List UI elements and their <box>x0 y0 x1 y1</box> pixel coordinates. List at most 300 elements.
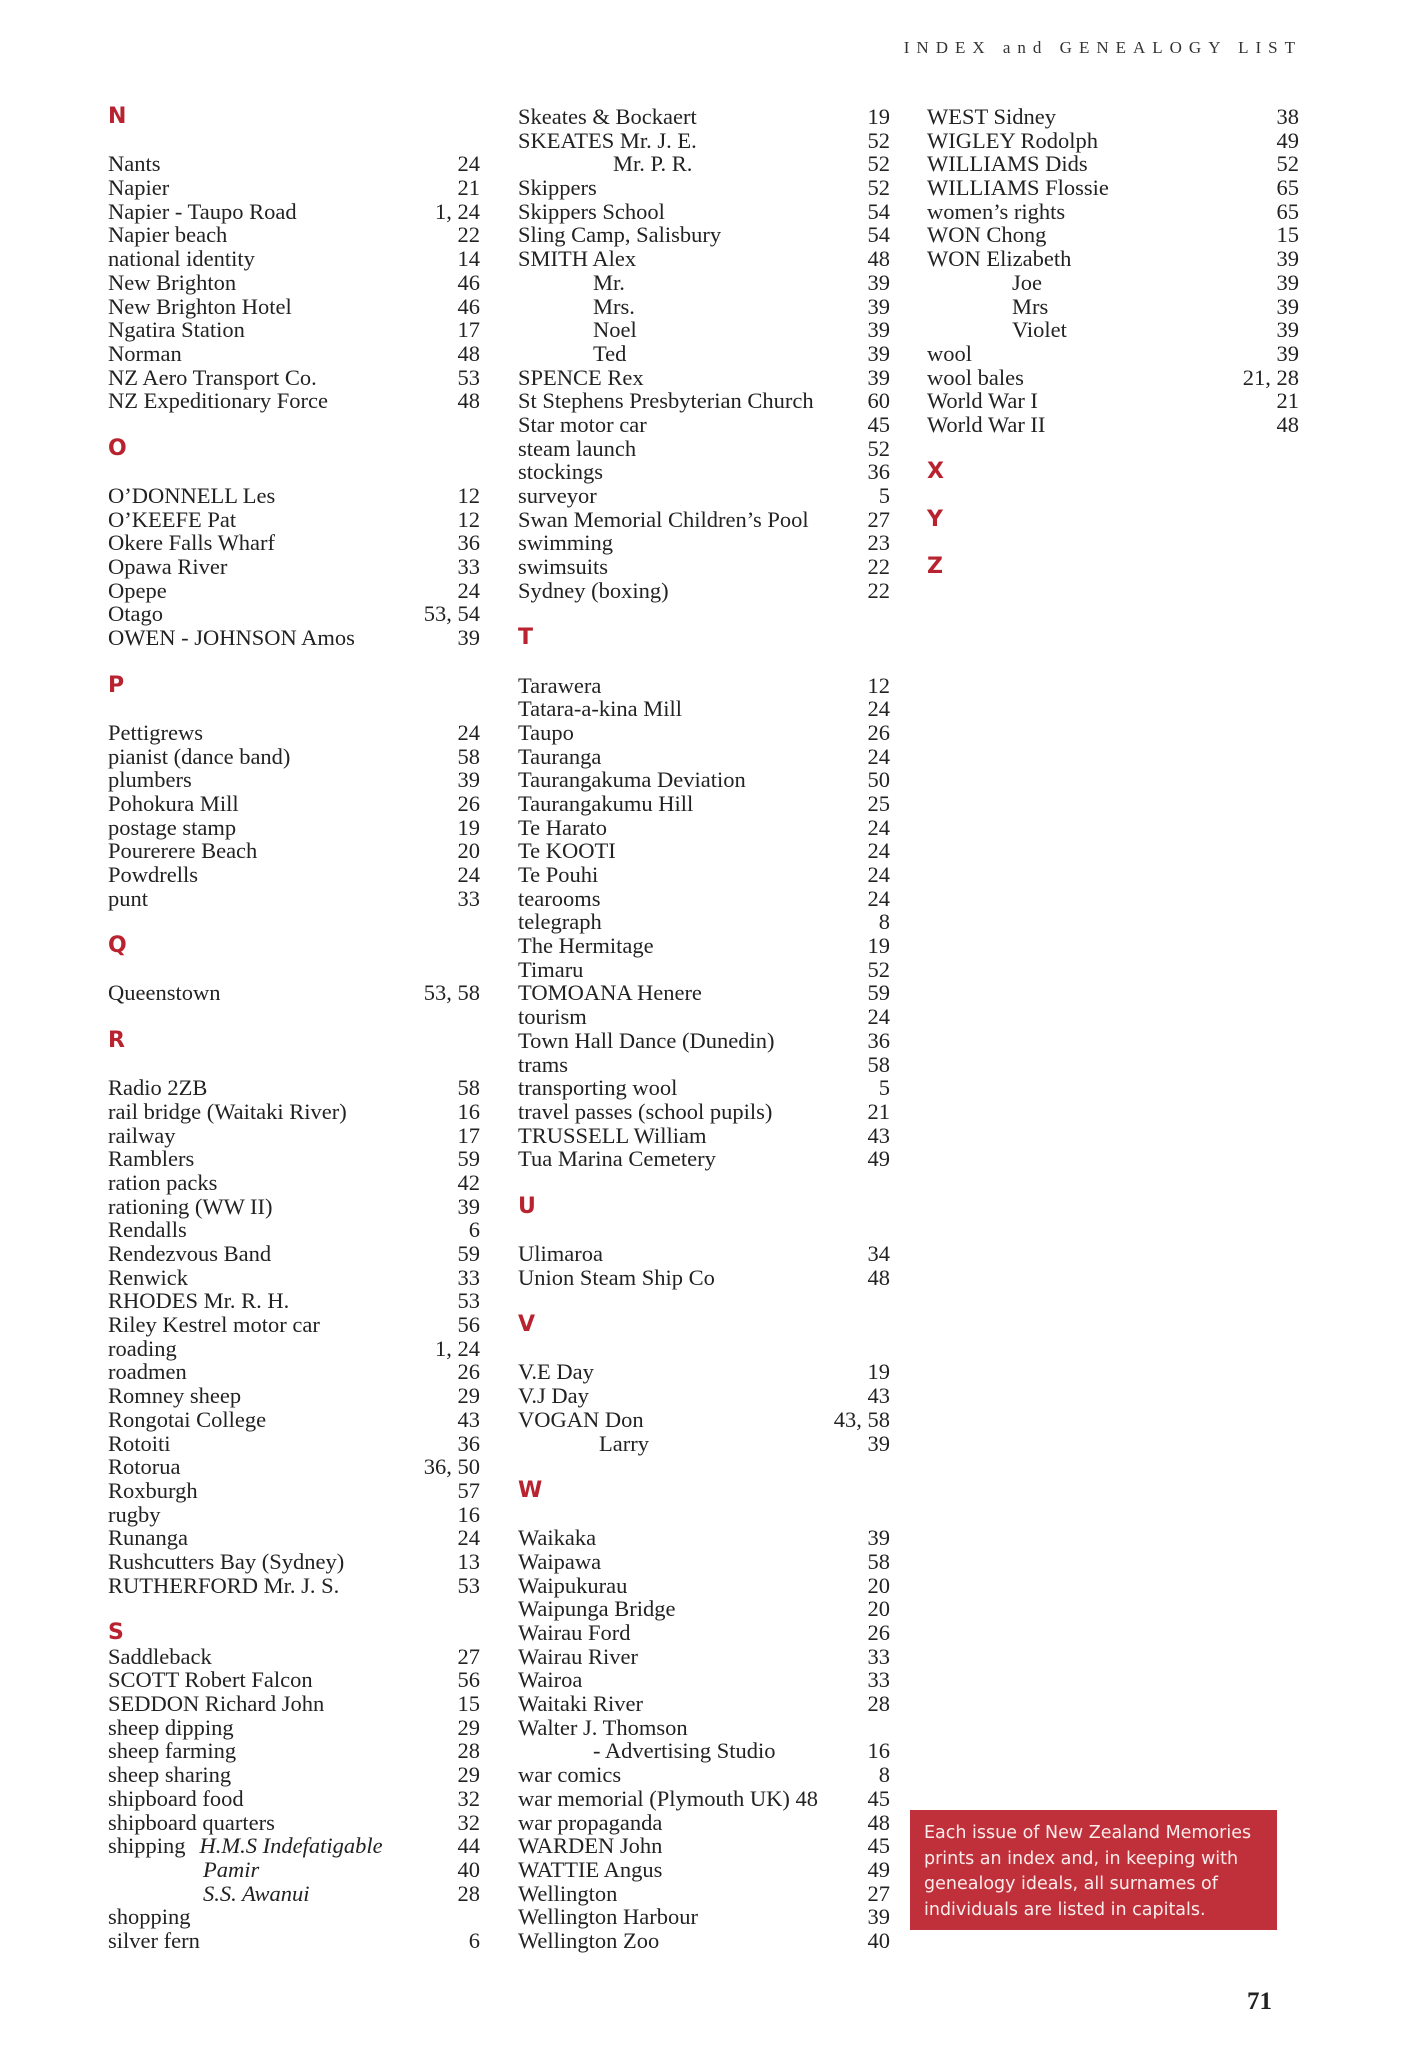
entry-term <box>927 176 1259 200</box>
entry-term <box>108 768 440 792</box>
entry-term-text: shopping <box>108 1904 191 1930</box>
entry-term <box>108 1266 440 1290</box>
entry-page-numbers: 1, 24 <box>435 1335 480 1361</box>
entry-term-text: Ted <box>593 340 627 366</box>
entry-page-numbers: 8 <box>878 909 890 935</box>
entry-page-numbers: 24 <box>867 743 890 769</box>
entry-term-text: New Brighton <box>108 269 237 295</box>
index-entry <box>108 1313 480 1337</box>
entry-term-text: wool bales <box>927 364 1024 390</box>
entry-term <box>108 1147 440 1171</box>
entry-term <box>927 413 1259 437</box>
index-entry <box>518 1929 890 1953</box>
section-letter-heading: U <box>518 1193 536 1219</box>
entry-page-numbers: 40 <box>457 1856 480 1882</box>
entry-term <box>108 1574 440 1598</box>
entry-term <box>108 1763 440 1787</box>
entry-term-text: Ngatira Station <box>108 317 245 343</box>
entry-page-numbers: 48 <box>1276 411 1299 437</box>
entry-page-numbers: 29 <box>457 1762 480 1788</box>
index-entry <box>108 1905 480 1929</box>
entry-term-text: Taupo <box>518 719 574 745</box>
entry-term-text: SEDDON Richard John <box>108 1691 325 1717</box>
entry-page-numbers: 36, 50 <box>423 1454 480 1480</box>
index-entry <box>108 1858 480 1882</box>
entry-term-text: Te KOOTI <box>518 838 616 864</box>
spacer <box>108 958 480 982</box>
index-entry <box>108 839 480 863</box>
entry-term <box>518 366 850 390</box>
entry-term <box>108 247 440 271</box>
entry-term-text: St Stephens Presbyterian Church <box>518 388 814 414</box>
entry-term <box>518 674 850 698</box>
index-entry <box>927 129 1299 153</box>
index-entry <box>108 1171 480 1195</box>
entry-term <box>518 1526 850 1550</box>
index-entry <box>518 697 890 721</box>
entry-term <box>518 1668 850 1692</box>
entry-term-text: WIGLEY Rodolph <box>927 127 1099 153</box>
section-letter-heading: V <box>518 1312 536 1338</box>
entry-term <box>518 460 850 484</box>
index-entry <box>518 508 890 532</box>
index-entry <box>518 413 890 437</box>
entry-term <box>108 295 440 319</box>
section-letter-heading: T <box>518 625 534 651</box>
entry-page-numbers: 24 <box>867 814 890 840</box>
entry-page-numbers: 17 <box>457 1122 480 1148</box>
entry-term-text: Romney sheep <box>108 1383 242 1409</box>
index-entry <box>108 1479 480 1503</box>
entry-page-numbers: 5 <box>878 1075 890 1101</box>
entry-term <box>518 1076 850 1100</box>
entry-term <box>518 1574 850 1598</box>
index-entry <box>927 176 1299 200</box>
index-entry <box>927 223 1299 247</box>
entry-page-numbers: 28 <box>867 1691 890 1717</box>
entry-page-numbers: 22 <box>867 554 890 580</box>
entry-page-numbers <box>440 1905 480 1929</box>
index-entry <box>108 1882 480 1906</box>
entry-page-numbers: 53 <box>457 1288 480 1314</box>
entry-page-numbers: 39 <box>457 1193 480 1219</box>
entry-term <box>518 579 850 603</box>
entry-term-text: Renwick <box>108 1264 188 1290</box>
entry-page-numbers: 58 <box>457 1075 480 1101</box>
entry-page-numbers: 59 <box>457 1146 480 1172</box>
index-entry <box>927 413 1299 437</box>
entry-page-numbers: 48 <box>867 1264 890 1290</box>
index-entry <box>108 1763 480 1787</box>
index-entry <box>108 721 480 745</box>
index-entry <box>518 1124 890 1148</box>
index-entry <box>927 271 1299 295</box>
index-entry <box>108 1195 480 1219</box>
entry-term-text: Mr. <box>593 269 625 295</box>
entry-page-numbers: 43 <box>867 1122 890 1148</box>
entry-term <box>927 271 1259 295</box>
entry-term-text: national identity <box>108 246 255 272</box>
entry-term <box>518 1242 850 1266</box>
entry-term <box>518 295 850 319</box>
entry-term-text: Queenstown <box>108 980 221 1006</box>
entry-term-text: World War I <box>927 388 1038 414</box>
index-entry <box>518 460 890 484</box>
index-entry <box>108 1337 480 1361</box>
entry-term <box>108 1242 440 1266</box>
entry-term <box>518 910 850 934</box>
entry-term-text: Waipukurau <box>518 1572 628 1598</box>
entry-term-text: sheep sharing <box>108 1762 232 1788</box>
entry-term <box>518 176 850 200</box>
entry-page-numbers: 15 <box>1276 222 1299 248</box>
section-letter-heading: Q <box>108 933 127 959</box>
entry-term-text: Waipunga Bridge <box>518 1596 676 1622</box>
entry-page-numbers: 15 <box>457 1691 480 1717</box>
index-entry <box>108 863 480 887</box>
entry-term <box>108 1787 440 1811</box>
entry-page-numbers: 27 <box>867 506 890 532</box>
index-entry <box>927 247 1299 271</box>
entry-term-text: Skippers School <box>518 198 665 224</box>
entry-term <box>518 1882 850 1906</box>
entry-term <box>108 508 440 532</box>
entry-term-text: SMITH Alex <box>518 246 637 272</box>
entry-page-numbers: 33 <box>867 1667 890 1693</box>
index-entry <box>518 1242 890 1266</box>
entry-page-numbers: 27 <box>457 1643 480 1669</box>
entry-term-text: Taurangakumu Hill <box>518 790 694 816</box>
index-entry <box>927 366 1299 390</box>
entry-term <box>518 1787 850 1811</box>
entry-term <box>518 863 850 887</box>
entry-term-text: pianist (dance band) <box>108 743 291 769</box>
entry-term <box>927 366 1243 390</box>
entry-term <box>518 1739 850 1763</box>
entry-term <box>108 389 440 413</box>
entry-term <box>108 1668 440 1692</box>
entry-term <box>518 1005 850 1029</box>
entry-page-numbers: 21, 28 <box>1242 364 1299 390</box>
entry-term-text: Swan Memorial Children’s Pool <box>518 506 809 532</box>
entry-term-text: O’KEEFE Pat <box>108 506 237 532</box>
entry-term-text: Norman <box>108 340 182 366</box>
entry-term-text: Ramblers <box>108 1146 195 1172</box>
entry-term <box>108 1337 435 1361</box>
entry-page-numbers: 19 <box>867 104 890 129</box>
index-entry <box>108 389 480 413</box>
entry-term <box>518 1811 850 1835</box>
index-entry <box>927 342 1299 366</box>
index-entry <box>518 1360 890 1384</box>
entry-page-numbers: 49 <box>867 1146 890 1172</box>
entry-term <box>927 389 1259 413</box>
index-entry <box>518 366 890 390</box>
entry-term-text: Timaru <box>518 956 584 982</box>
entry-page-numbers: 53 <box>457 1572 480 1598</box>
entry-term-text: WEST Sidney <box>927 104 1056 129</box>
entry-page-numbers: 12 <box>457 506 480 532</box>
entry-term-text: Pohokura Mill <box>108 790 239 816</box>
index-entry <box>927 152 1299 176</box>
index-entry <box>518 958 890 982</box>
spacer <box>108 1005 480 1029</box>
entry-page-numbers: 1, 24 <box>435 198 480 224</box>
entry-term <box>927 318 1259 342</box>
spacer <box>518 1503 890 1527</box>
entry-term <box>108 1479 440 1503</box>
entry-term <box>108 1195 440 1219</box>
entry-term-text: postage stamp <box>108 814 237 840</box>
index-entry <box>518 1574 890 1598</box>
entry-term <box>108 531 440 555</box>
index-column-3 <box>927 105 1299 579</box>
index-entry <box>518 152 890 176</box>
entry-term-text: - Advertising Studio <box>593 1738 776 1764</box>
entry-term <box>108 1408 440 1432</box>
entry-page-numbers: 52 <box>1276 151 1299 177</box>
spacer <box>108 129 480 153</box>
index-entry <box>108 484 480 508</box>
entry-term-text: S.S. Awanui <box>203 1880 310 1906</box>
entry-term <box>518 816 850 840</box>
index-entry <box>108 176 480 200</box>
entry-term <box>108 271 440 295</box>
entry-page-numbers: 14 <box>457 246 480 272</box>
index-entry <box>518 1787 890 1811</box>
entry-page-numbers: 53, 58 <box>423 980 480 1006</box>
entry-term-text: punt <box>108 885 149 911</box>
entry-page-numbers <box>850 1716 890 1740</box>
entry-term-text: Sydney (boxing) <box>518 577 669 603</box>
genealogy-note-box <box>910 1810 1277 1930</box>
entry-term-text: Violet <box>1012 317 1067 343</box>
index-entry <box>518 1882 890 1906</box>
entry-page-numbers: 20 <box>457 838 480 864</box>
index-entry <box>108 152 480 176</box>
index-entry <box>108 887 480 911</box>
entry-page-numbers: 20 <box>867 1596 890 1622</box>
entry-page-numbers: 12 <box>457 483 480 508</box>
index-entry <box>927 295 1299 319</box>
index-entry <box>518 1076 890 1100</box>
entry-term <box>518 105 850 129</box>
index-entry <box>518 1266 890 1290</box>
entry-term-text: Star motor car <box>518 411 647 437</box>
entry-term-text: travel passes (school pupils) <box>518 1098 773 1124</box>
entry-term <box>518 129 850 153</box>
entry-term <box>518 721 850 745</box>
entry-page-numbers: 46 <box>457 269 480 295</box>
index-entry <box>518 1739 890 1763</box>
index-entry <box>108 1360 480 1384</box>
entry-term-text: swimsuits <box>518 554 609 580</box>
entry-term <box>108 839 440 863</box>
index-entry <box>108 555 480 579</box>
entry-term-text: Rendezvous Band <box>108 1241 272 1266</box>
index-entry <box>518 934 890 958</box>
entry-term <box>518 1692 850 1716</box>
entry-term <box>518 1384 850 1408</box>
entry-page-numbers: 32 <box>457 1809 480 1835</box>
entry-page-numbers: 19 <box>457 814 480 840</box>
entry-page-numbers: 50 <box>867 767 890 793</box>
entry-term <box>518 484 850 508</box>
entry-term <box>108 1739 440 1763</box>
entry-term <box>927 152 1259 176</box>
entry-term <box>518 555 850 579</box>
entry-page-numbers: 26 <box>867 1620 890 1645</box>
entry-page-numbers: 21 <box>457 175 480 201</box>
index-entry <box>108 1432 480 1456</box>
entry-term <box>518 1432 850 1456</box>
index-entry <box>927 318 1299 342</box>
entry-term <box>108 792 440 816</box>
entry-page-numbers: 58 <box>867 1548 890 1574</box>
index-entry <box>108 247 480 271</box>
index-entry <box>927 200 1299 224</box>
index-entry <box>927 389 1299 413</box>
entry-term-text: SPENCE Rex <box>518 364 644 390</box>
entry-term <box>518 697 850 721</box>
entry-page-numbers: 33 <box>457 554 480 580</box>
entry-term-text: SCOTT Robert Falcon <box>108 1667 313 1693</box>
entry-term-text: Taurangakuma Deviation <box>518 767 746 793</box>
index-entry <box>108 626 480 650</box>
entry-term-text: Town Hall Dance (Dunedin) <box>518 1027 775 1053</box>
index-entry <box>518 1621 890 1645</box>
entry-page-numbers: 39 <box>867 317 890 343</box>
entry-page-numbers: 39 <box>1276 269 1299 295</box>
entry-term <box>518 437 850 461</box>
entry-page-numbers: 58 <box>457 743 480 769</box>
entry-term-text: OWEN - JOHNSON Amos <box>108 625 355 651</box>
entry-page-numbers: 52 <box>867 435 890 461</box>
entry-page-numbers: 33 <box>457 1264 480 1290</box>
section-letter-heading: R <box>108 1027 125 1053</box>
entry-page-numbers: 36 <box>867 459 890 485</box>
entry-term <box>108 1811 440 1835</box>
entry-term-text: Mrs. <box>593 293 635 319</box>
index-entry <box>108 1929 480 1953</box>
spacer <box>518 1218 890 1242</box>
entry-term <box>108 887 440 911</box>
entry-term-text: rail bridge (Waitaki River) <box>108 1098 347 1124</box>
entry-term <box>108 1526 440 1550</box>
entry-term-text: Opepe <box>108 577 167 603</box>
entry-page-numbers: 52 <box>867 956 890 982</box>
index-entry <box>518 1668 890 1692</box>
entry-page-numbers: 60 <box>867 388 890 414</box>
entry-term-text: Rendalls <box>108 1217 187 1243</box>
index-entry <box>108 1692 480 1716</box>
entry-term <box>108 981 424 1005</box>
entry-page-numbers: 13 <box>457 1548 480 1574</box>
entry-term-text: Nants <box>108 151 161 177</box>
entry-term-text: Skeates & Bockaert <box>518 104 697 129</box>
entry-term <box>108 1313 440 1337</box>
section-letter-heading: X <box>927 459 944 485</box>
entry-page-numbers: 22 <box>867 577 890 603</box>
entry-term <box>108 1124 440 1148</box>
entry-term-text: TOMOANA Henere <box>518 980 702 1006</box>
entry-term <box>518 1645 850 1669</box>
entry-term <box>518 342 850 366</box>
entry-page-numbers: 27 <box>867 1880 890 1906</box>
index-entry <box>108 1526 480 1550</box>
entry-term <box>927 105 1259 129</box>
entry-term <box>927 200 1259 224</box>
index-entry <box>518 247 890 271</box>
entry-term <box>518 531 850 555</box>
entry-term-text: women’s rights <box>927 198 1066 224</box>
entry-term-text: sheep farming <box>108 1738 237 1764</box>
entry-term-text: roading <box>108 1335 177 1361</box>
entry-page-numbers: 36 <box>457 530 480 556</box>
entry-term <box>518 1266 850 1290</box>
entry-term <box>518 887 850 911</box>
entry-page-numbers: 32 <box>457 1785 480 1811</box>
entry-term-text: Saddleback <box>108 1643 212 1669</box>
entry-page-numbers: 48 <box>867 246 890 272</box>
spacer <box>927 484 1299 508</box>
entry-term <box>518 1905 850 1929</box>
entry-page-numbers: 59 <box>457 1241 480 1266</box>
entry-page-numbers: 33 <box>457 885 480 911</box>
entry-term <box>108 579 440 603</box>
entry-page-numbers: 36 <box>457 1430 480 1456</box>
entry-term <box>108 1100 440 1124</box>
entry-page-numbers: 24 <box>867 1004 890 1030</box>
entry-term <box>108 1692 440 1716</box>
entry-term-text: Rushcutters Bay (Sydney) <box>108 1548 345 1574</box>
index-entry <box>518 1645 890 1669</box>
entry-term <box>518 200 850 224</box>
spacer <box>518 650 890 674</box>
entry-term-text: SKEATES Mr. J. E. <box>518 127 697 153</box>
entry-term <box>518 1621 850 1645</box>
entry-term <box>108 1360 440 1384</box>
index-entry <box>518 318 890 342</box>
entry-term <box>108 152 440 176</box>
entry-page-numbers: 52 <box>867 175 890 201</box>
entry-page-numbers: 49 <box>867 1856 890 1882</box>
entry-page-numbers: 16 <box>457 1501 480 1527</box>
entry-page-numbers: 22 <box>457 222 480 248</box>
entry-page-numbers: 39 <box>867 293 890 319</box>
note-line: individuals are listed in capitals. <box>924 1899 1206 1920</box>
entry-term <box>518 1929 850 1953</box>
entry-term-text: Radio 2ZB <box>108 1075 208 1101</box>
entry-page-numbers: 39 <box>1276 317 1299 343</box>
index-entry <box>108 200 480 224</box>
entry-page-numbers: 39 <box>457 625 480 651</box>
entry-page-numbers: 53, 54 <box>423 601 480 627</box>
entry-page-numbers: 28 <box>457 1880 480 1906</box>
entry-page-numbers: 29 <box>457 1714 480 1740</box>
entry-term <box>518 271 850 295</box>
entry-page-numbers: 40 <box>867 1927 890 1953</box>
entry-term-text: Wairau River <box>518 1643 639 1669</box>
entry-term-text: VOGAN Don <box>518 1406 644 1432</box>
entry-term <box>518 508 850 532</box>
entry-term-text: Waikaka <box>518 1525 597 1551</box>
entry-term-text: Wellington Zoo <box>518 1927 660 1953</box>
index-entry <box>108 223 480 247</box>
entry-term-text: wool <box>927 340 972 366</box>
index-entry <box>108 816 480 840</box>
note-line: prints an index and, in keeping with <box>924 1848 1239 1869</box>
